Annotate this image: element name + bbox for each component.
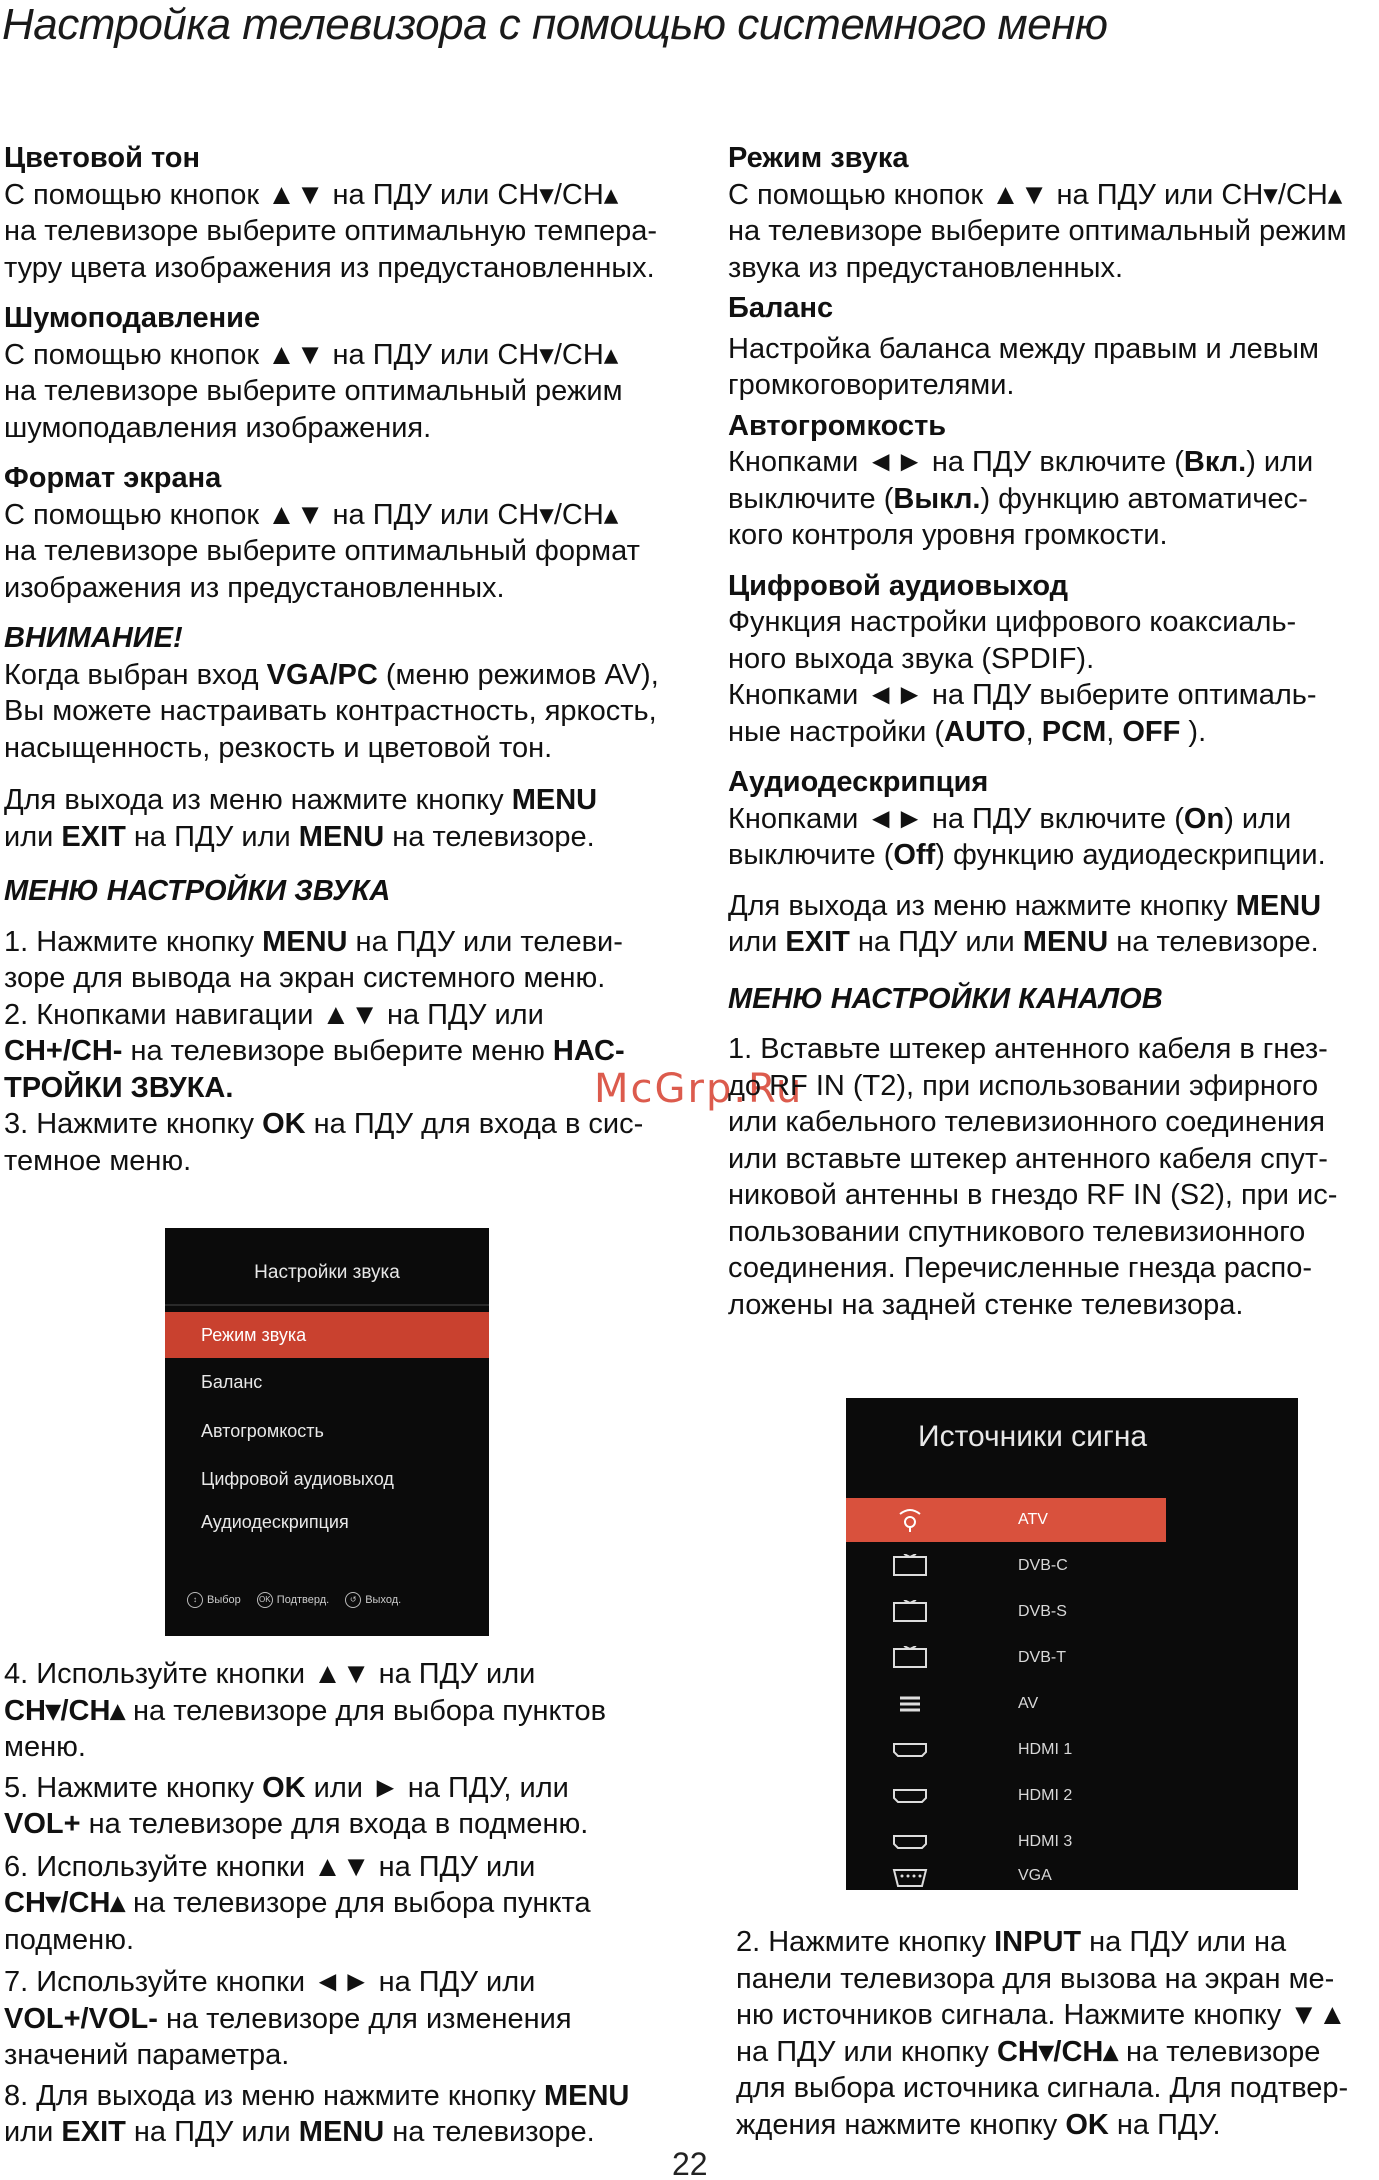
- section-exit: [4, 782, 694, 855]
- sound-settings-menu: [165, 1228, 489, 1636]
- source-menu: [846, 1398, 1298, 1890]
- source-item-atv[interactable]: ATV: [846, 1498, 1166, 1542]
- text-line: С помощью кнопок ▲▼ на ПДУ или CH▾/CH▴: [728, 178, 1343, 211]
- source-item-vga[interactable]: VGA: [846, 1862, 1166, 1890]
- text-line: С помощью кнопок ▲▼ на ПДУ или CH▾/CH▴: [4, 498, 619, 531]
- text-line: ТРОЙКИ ЗВУКА.: [4, 1071, 234, 1104]
- text-line: до RF IN (T2), при использовании эфирного: [728, 1069, 1319, 1102]
- text-line: 6. Используйте кнопки ▲▼ на ПДУ или: [4, 1850, 536, 1883]
- text-line: пользовании спутникового телевизионного: [728, 1215, 1306, 1248]
- text-line: никовой антенны в гнездо RF IN (S2), при ис-: [728, 1179, 1338, 1211]
- source-item-dvb-c[interactable]: DVB-C: [846, 1544, 1166, 1588]
- step-4: [4, 1656, 694, 1766]
- text-line: громкоговорителями.: [728, 369, 1015, 401]
- section-sound-menu: [4, 873, 694, 1179]
- text-line: С помощью кнопок ▲▼ на ПДУ или CH▾/CH▴: [4, 178, 619, 211]
- section-channels: [728, 981, 1378, 1324]
- text-line: С помощью кнопок ▲▼ на ПДУ или CH▾/CH▴: [4, 338, 619, 371]
- text-line: на ПДУ или кнопку CH▾/CH▴ на телевизоре: [736, 2035, 1321, 2068]
- footer-select: ↕ Выбор: [187, 1592, 241, 1608]
- text-line: ню источников сигнала. Нажмите кнопку ▼▲: [736, 1999, 1347, 2031]
- tv-icon: [890, 1554, 930, 1578]
- vga-icon: [890, 1866, 930, 1890]
- right-column: [728, 140, 1378, 1337]
- text-line: или кабельного телевизионного соединения: [728, 1106, 1325, 1138]
- text-line: изображения из предустановленных.: [4, 571, 505, 604]
- source-item-dvb-t[interactable]: DVB-T: [846, 1636, 1166, 1680]
- text-line: на телевизоре выберите оптимальный режим: [728, 215, 1347, 247]
- text-line: 1. Нажмите кнопку MENU на ПДУ или телеви-: [4, 925, 623, 958]
- text-line: 7. Используйте кнопки ◄► на ПДУ или: [4, 1966, 536, 1998]
- text-line: на телевизоре выберите оптимальный формат: [4, 535, 640, 567]
- text-line: CH+/CH- на телевизоре выберите меню НАС-: [4, 1035, 625, 1067]
- left-steps-continued: [4, 1656, 694, 2155]
- tv-icon: [890, 1646, 930, 1670]
- heading-digital-out: Цифровой аудиовыход: [728, 569, 1069, 602]
- hdmi-icon: [890, 1784, 930, 1808]
- menu-item-sound-mode[interactable]: Режим звука: [165, 1312, 489, 1358]
- source-item-hdmi2[interactable]: HDMI 2: [846, 1774, 1166, 1818]
- updown-icon: ↕: [187, 1592, 203, 1608]
- step-6: [4, 1849, 694, 1959]
- text-line: Вы можете настраивать контрастность, яркость,: [4, 695, 657, 727]
- section-exit-right: [728, 888, 1378, 961]
- heading-audio-desc: Аудиодескрипция: [728, 766, 989, 798]
- text-line: ложены на задней стенке телевизора.: [728, 1288, 1244, 1321]
- text-line: Кнопками ◄► на ПДУ выберите оптималь-: [728, 679, 1317, 711]
- section-auto-volume: [728, 408, 1378, 554]
- text-line: 5. Нажмите кнопку OK или ► на ПДУ, или: [4, 1771, 569, 1804]
- text-line: VOL+/VOL- на телевизоре для изменения: [4, 2002, 572, 2035]
- text-line: на телевизоре выберите оптимальную темпера-: [4, 215, 658, 247]
- text-line: 2. Нажмите кнопку INPUT на ПДУ или на: [736, 1926, 1287, 1958]
- section-color-tone: [4, 140, 694, 286]
- section-sound-mode: [728, 140, 1378, 286]
- menu-item-digital-out[interactable]: Цифровой аудиовыход: [201, 1469, 394, 1489]
- page-number: 22: [672, 2146, 708, 2180]
- text-line: ждения нажмите кнопку OK на ПДУ.: [736, 2108, 1221, 2141]
- heading-screen-format: Формат экрана: [4, 462, 222, 494]
- text-line: или EXIT на ПДУ или MENU на телевизоре.: [4, 820, 595, 853]
- divider: [165, 1304, 489, 1306]
- text-line: 3. Нажмите кнопку OK на ПДУ для входа в сис-: [4, 1108, 644, 1140]
- menu-footer: [187, 1592, 401, 1608]
- text-line: подменю.: [4, 1923, 135, 1956]
- text-line: на телевизоре выберите оптимальный режим: [4, 375, 623, 407]
- hdmi-icon: [890, 1738, 930, 1762]
- text-line: Для выхода из меню нажмите кнопку MENU: [4, 784, 598, 816]
- text-line: 2. Кнопками навигации ▲▼ на ПДУ или: [4, 998, 544, 1031]
- text-line: насыщенность, резкость и цветовой тон.: [4, 731, 553, 764]
- text-line: кого контроля уровня громкости.: [728, 519, 1168, 551]
- text-line: выключите (Выкл.) функцию автоматичес-: [728, 482, 1308, 515]
- menu-item-balance[interactable]: Баланс: [201, 1372, 263, 1392]
- watermark: McGrp.Ru: [594, 1066, 804, 1112]
- section-noise: [4, 300, 694, 446]
- text-line: CH▾/CH▴ на телевизоре для выбора пунктов: [4, 1694, 607, 1727]
- tv-icon: [890, 1600, 930, 1624]
- sound-menu-title: Настройки звука: [254, 1262, 400, 1283]
- footer-exit: ↺ Выход.: [345, 1592, 401, 1608]
- section-attention: [4, 620, 694, 766]
- text-line: ные настройки (AUTO, PCM, OFF ).: [728, 715, 1207, 748]
- text-line: Настройка баланса между правым и левым: [728, 332, 1319, 365]
- text-line: для выбора источника сигнала. Для подтвер-: [736, 2072, 1349, 2104]
- section-screen-format: [4, 460, 694, 606]
- text-line: темное меню.: [4, 1144, 192, 1177]
- source-item-hdmi1[interactable]: HDMI 1: [846, 1728, 1166, 1772]
- section-audio-desc: [728, 764, 1378, 874]
- source-item-dvb-s[interactable]: DVB-S: [846, 1590, 1166, 1634]
- menu-item-auto-volume[interactable]: Автогромкость: [201, 1421, 324, 1441]
- text-line: зоре для вывода на экран системного меню.: [4, 962, 606, 994]
- heading-attention: ВНИМАНИЕ!: [4, 622, 183, 654]
- heading-balance: Баланс: [728, 292, 834, 324]
- text-line: выключите (Off) функцию аудиодескрипции.: [728, 839, 1326, 871]
- heading-sound-menu: МЕНЮ НАСТРОЙКИ ЗВУКА: [4, 875, 391, 907]
- step-7: [4, 1964, 694, 2074]
- text-line: Кнопками ◄► на ПДУ включите (On) или: [728, 802, 1292, 835]
- left-column: [4, 140, 694, 1193]
- footer-confirm: OK Подтверд.: [257, 1592, 329, 1608]
- text-line: звука из предустановленных.: [728, 251, 1123, 284]
- text-line: или EXIT на ПДУ или MENU на телевизоре.: [728, 926, 1319, 958]
- right-step-2: [736, 1924, 1379, 2143]
- heading-color-tone: Цветовой тон: [4, 142, 201, 174]
- text-line: меню.: [4, 1731, 86, 1763]
- step-5: [4, 1770, 694, 1843]
- av-icon: [890, 1692, 930, 1716]
- text-line: Кнопками ◄► на ПДУ включите (Вкл.) или: [728, 446, 1314, 478]
- menu-item-audio-desc[interactable]: Аудиодескрипция: [201, 1512, 349, 1532]
- source-item-av[interactable]: AV: [846, 1682, 1166, 1726]
- section-balance: [728, 290, 1378, 404]
- ok-icon: OK: [257, 1592, 273, 1608]
- text-line: туру цвета изображения из предустановленных.: [4, 251, 655, 284]
- antenna-icon: [890, 1508, 930, 1532]
- text-line: ного выхода звука (SPDIF).: [728, 642, 1095, 675]
- heading-sound-mode: Режим звука: [728, 142, 909, 174]
- heading-noise: Шумоподавление: [4, 302, 261, 334]
- text-line: VOL+ на телевизоре для входа в подменю.: [4, 1808, 589, 1840]
- back-icon: ↺: [345, 1592, 361, 1608]
- text-line: 4. Используйте кнопки ▲▼ на ПДУ или: [4, 1658, 536, 1690]
- hdmi-icon: [890, 1830, 930, 1854]
- step-8: [4, 2078, 694, 2151]
- source-menu-title: Источники сигна: [918, 1420, 1148, 1453]
- heading-channels: МЕНЮ НАСТРОЙКИ КАНАЛОВ: [728, 982, 1163, 1015]
- text-line: шумоподавления изображения.: [4, 411, 432, 444]
- text-line: Функция настройки цифрового коаксиаль-: [728, 606, 1297, 638]
- text-line: 8. Для выхода из меню нажмите кнопку MENU: [4, 2079, 630, 2112]
- text-line: Для выхода из меню нажмите кнопку MENU: [728, 889, 1322, 922]
- text-line: Когда выбран вход VGA/PC (меню режимов AV),: [4, 658, 659, 691]
- heading-auto-volume: Автогромкость: [728, 409, 947, 442]
- section-digital-out: [728, 568, 1378, 751]
- text-line: панели телевизора для вызова на экран ме-: [736, 1962, 1335, 1995]
- text-line: или EXIT на ПДУ или MENU на телевизоре.: [4, 2116, 595, 2148]
- text-line: или вставьте штекер антенного кабеля спут-: [728, 1142, 1328, 1175]
- source-item-hdmi3[interactable]: HDMI 3: [846, 1820, 1166, 1864]
- text-line: значений параметра.: [4, 2039, 290, 2071]
- text-line: соединения. Перечисленные гнезда распо-: [728, 1252, 1313, 1284]
- text-line: CH▾/CH▴ на телевизоре для выбора пункта: [4, 1887, 591, 1919]
- text-line: 1. Вставьте штекер антенного кабеля в гнез-: [728, 1033, 1328, 1065]
- page-title: Настройка телевизора с помощью системного меню: [2, 0, 1108, 49]
